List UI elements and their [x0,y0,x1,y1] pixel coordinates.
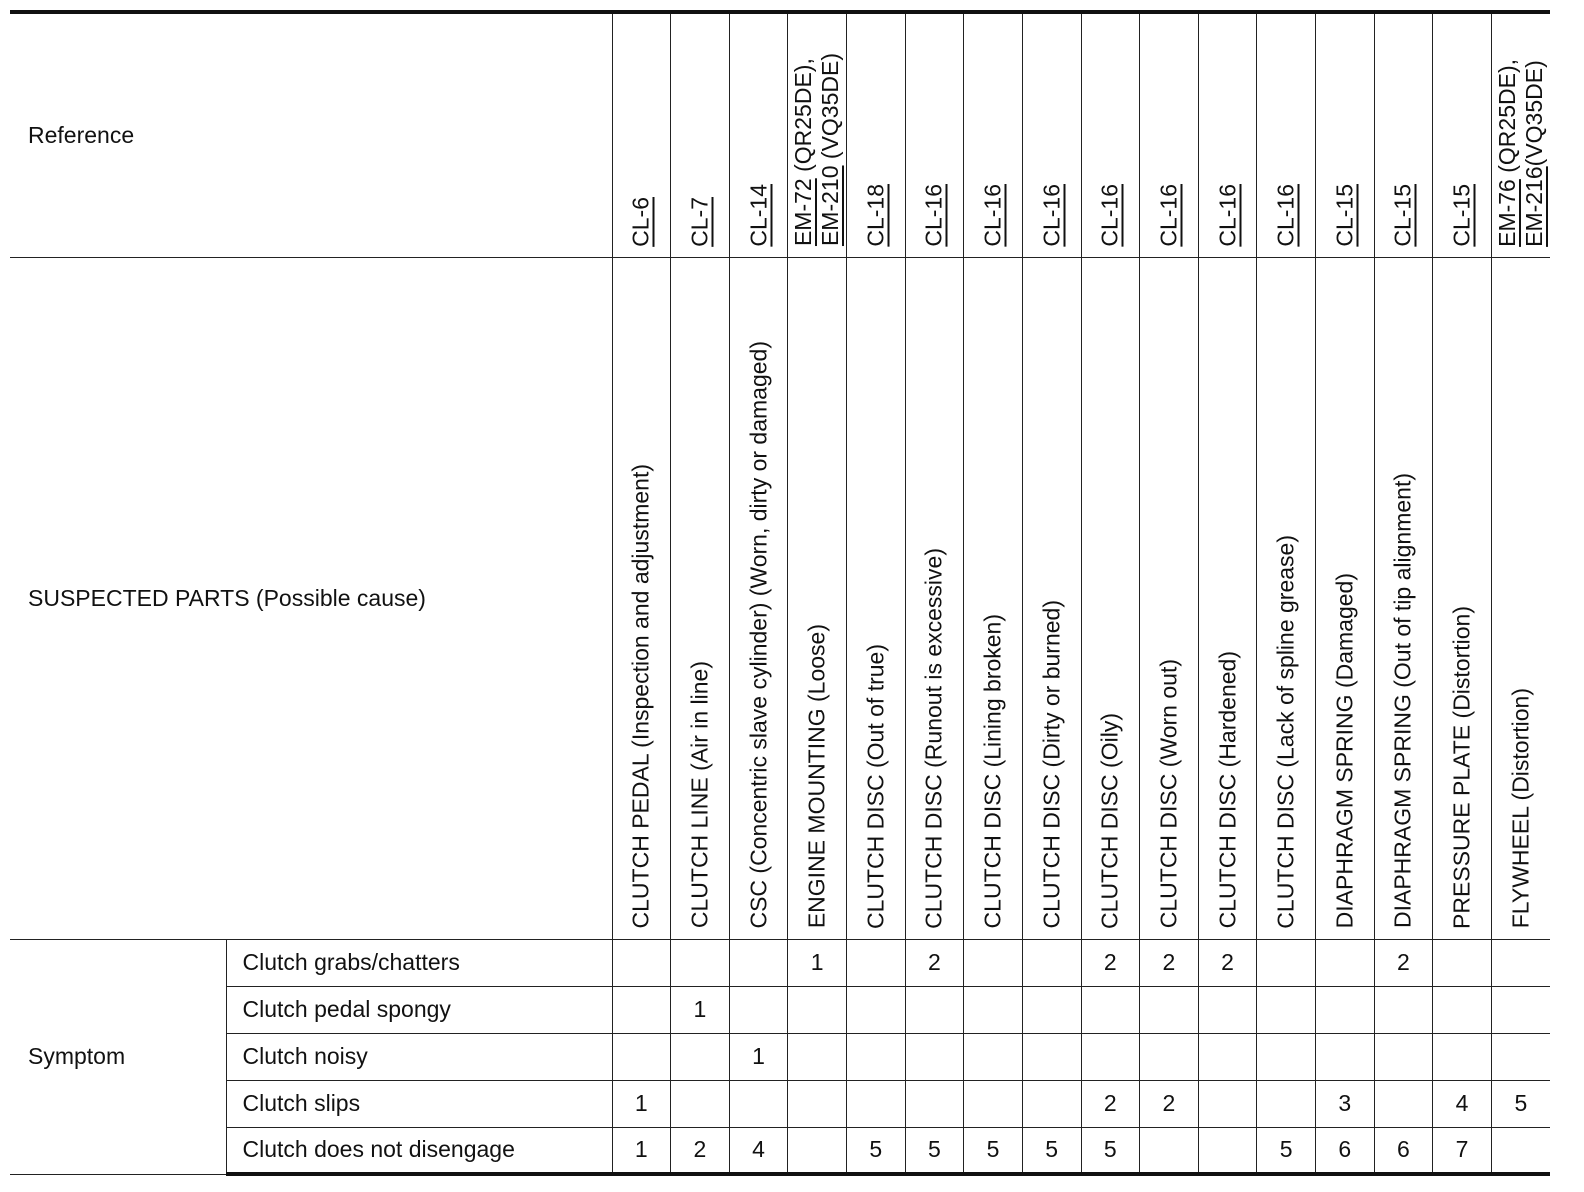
symptom-name: Clutch slips [226,1080,612,1127]
suspected-part-cell [1140,257,1199,939]
troubleshooting-chart [10,10,1550,1186]
priority-cell: 1 [612,1127,671,1174]
suspected-part-cell [1316,257,1375,939]
suspected-part-cell [1257,257,1316,939]
suspected-part-cell [1198,257,1257,939]
priority-cell [847,986,906,1033]
priority-cell: 2 [1081,939,1140,986]
priority-cell [788,1080,847,1127]
suspected-part-cell [1433,257,1492,939]
priority-cell [1374,986,1433,1033]
suspected-part-label: CLUTCH PEDAL (Inspection and adjustment) [627,464,654,929]
suspected-part-cell [729,257,788,939]
priority-cell [847,1033,906,1080]
reference-cell [1374,12,1433,257]
reference-line: CL-18 [862,183,889,247]
symptom-label: Symptom [10,939,226,1174]
reference-line: CL-16 [920,183,947,247]
reference-cell [612,12,671,257]
symptom-name: Clutch does not disengage [226,1127,612,1174]
priority-cell: 5 [1491,1080,1550,1127]
priority-cell: 1 [612,1080,671,1127]
reference-line: CL-6 [627,196,654,247]
priority-cell: 2 [1140,1080,1199,1127]
reference-line: CL-16 [1096,183,1123,247]
priority-cell [964,1080,1023,1127]
reference-text [1331,184,1358,247]
reference-cell [847,12,906,257]
clutch-troubleshooting-table [10,10,1550,1176]
priority-cell [1433,1033,1492,1080]
priority-cell: 5 [905,1127,964,1174]
suspected-part-label: CLUTCH DISC (Lining broken) [979,614,1006,929]
reference-text [980,184,1007,247]
priority-cell: 2 [905,939,964,986]
suspected-part-label: CLUTCH DISC (Worn out) [1155,659,1182,929]
priority-cell: 2 [671,1127,730,1174]
reference-text [745,184,772,247]
suspected-parts-label: SUSPECTED PARTS (Possible cause) [10,257,612,939]
reference-text [1038,184,1065,247]
priority-cell [964,986,1023,1033]
reference-text [628,197,655,247]
priority-cell [612,1033,671,1080]
priority-cell: 6 [1374,1127,1433,1174]
priority-cell: 2 [1198,939,1257,986]
reference-text [1214,184,1241,247]
reference-line: CL-16 [1155,183,1182,247]
symptom-row [10,1127,1550,1174]
reference-cell [671,12,730,257]
suspected-part-cell [788,257,847,939]
symptom-name: Clutch pedal spongy [226,986,612,1033]
suspected-part-cell [905,257,964,939]
reference-text [1273,184,1300,247]
priority-cell [1081,1033,1140,1080]
priority-cell [1491,939,1550,986]
suspected-part-label: CLUTCH LINE (Air in line) [686,661,713,929]
priority-cell [905,986,964,1033]
priority-cell [729,986,788,1033]
reference-line: EM-216(VQ35DE) [1520,59,1547,247]
reference-line: CL-16 [1038,183,1065,247]
suspected-part-label: CLUTCH DISC (Hardened) [1214,651,1241,929]
suspected-part-cell [612,257,671,939]
reference-line: EM-72 (QR25DE), [790,58,817,247]
priority-cell [905,1080,964,1127]
reference-line: CL-14 [745,183,772,247]
priority-cell: 1 [671,986,730,1033]
reference-line: EM-210 (VQ35DE) [817,53,844,247]
priority-cell [1257,1033,1316,1080]
reference-label: Reference [10,12,612,257]
suspected-part-label: PRESSURE PLATE (Distortion) [1448,605,1475,929]
priority-cell [1140,1033,1199,1080]
suspected-part-cell [1491,257,1550,939]
priority-cell [1198,1033,1257,1080]
reference-line: CL-15 [1331,183,1358,247]
suspected-part-cell [847,257,906,939]
priority-cell [1022,986,1081,1033]
reference-line: CL-16 [1272,183,1299,247]
reference-line: EM-76 (QR25DE), [1493,58,1520,247]
priority-cell [1316,939,1375,986]
priority-cell [1198,986,1257,1033]
reference-text [1390,184,1417,247]
suspected-part-cell [1022,257,1081,939]
priority-cell: 2 [1140,939,1199,986]
priority-cell [1433,986,1492,1033]
priority-cell [1140,986,1199,1033]
suspected-part-label: CLUTCH DISC (Oily) [1096,712,1123,929]
priority-cell [964,1033,1023,1080]
priority-cell [729,939,788,986]
priority-cell: 5 [964,1127,1023,1174]
suspected-part-label: CLUTCH DISC (Lack of spline grease) [1272,534,1299,929]
priority-cell [1257,1080,1316,1127]
priority-cell [671,1080,730,1127]
reference-cell [1316,12,1375,257]
priority-cell [788,1127,847,1174]
reference-cell [1198,12,1257,257]
reference-line: CL-7 [686,196,713,247]
priority-cell [1374,1033,1433,1080]
suspected-part-cell [1374,257,1433,939]
priority-cell: 5 [847,1127,906,1174]
priority-cell [1198,1127,1257,1174]
reference-text [1155,184,1182,247]
reference-cell [1433,12,1492,257]
priority-cell [671,1033,730,1080]
reference-cell [905,12,964,257]
priority-cell [788,1033,847,1080]
reference-cell [1257,12,1316,257]
priority-cell [671,939,730,986]
priority-cell [1257,939,1316,986]
reference-text [790,53,844,246]
priority-cell [612,986,671,1033]
suspected-part-label: FLYWHEEL (Distortion) [1507,688,1534,929]
priority-cell [1491,986,1550,1033]
priority-cell [1022,1080,1081,1127]
suspected-part-label: CLUTCH DISC (Dirty or burned) [1038,600,1065,929]
priority-cell [1433,939,1492,986]
reference-text [921,184,948,247]
priority-cell [1257,986,1316,1033]
suspected-part-label: ENGINE MOUNTING (Loose) [803,624,830,929]
reference-line: CL-16 [1214,183,1241,247]
reference-row [10,12,1550,257]
symptom-row [10,986,1550,1033]
priority-cell: 5 [1257,1127,1316,1174]
reference-text [686,197,713,247]
reference-text [1449,184,1476,247]
reference-text [862,184,889,247]
symptom-row [10,939,1550,986]
symptom-name: Clutch noisy [226,1033,612,1080]
reference-line: CL-16 [979,183,1006,247]
suspected-part-cell [964,257,1023,939]
reference-text [1097,184,1124,247]
priority-cell [1491,1033,1550,1080]
suspected-part-label: CSC (Concentric slave cylinder) (Worn, dirty or damaged) [745,340,772,929]
symptom-row [10,1080,1550,1127]
priority-cell: 2 [1081,1080,1140,1127]
priority-cell [847,939,906,986]
reference-cell [964,12,1023,257]
priority-cell [1374,1080,1433,1127]
reference-cell [729,12,788,257]
priority-cell: 7 [1433,1127,1492,1174]
priority-cell: 5 [1022,1127,1081,1174]
reference-line: CL-15 [1389,183,1416,247]
priority-cell: 1 [729,1033,788,1080]
priority-cell: 4 [1433,1080,1492,1127]
reference-cell [1081,12,1140,257]
suspected-part-cell [671,257,730,939]
reference-text [1494,59,1548,247]
priority-cell [1198,1080,1257,1127]
suspected-part-cell [1081,257,1140,939]
symptom-name: Clutch grabs/chatters [226,939,612,986]
priority-cell [847,1080,906,1127]
suspected-part-label: DIAPHRAGM SPRING (Damaged) [1331,573,1358,929]
priority-cell [1316,1033,1375,1080]
priority-cell: 5 [1081,1127,1140,1174]
priority-cell [1022,939,1081,986]
priority-cell [1022,1033,1081,1080]
suspected-parts-row [10,257,1550,939]
suspected-part-label: CLUTCH DISC (Out of true) [862,643,889,929]
priority-cell [1140,1127,1199,1174]
priority-cell: 6 [1316,1127,1375,1174]
reference-line: CL-15 [1448,183,1475,247]
priority-cell [905,1033,964,1080]
reference-cell [788,12,847,257]
priority-cell [729,1080,788,1127]
priority-cell: 1 [788,939,847,986]
reference-cell [1491,12,1550,257]
suspected-part-label: DIAPHRAGM SPRING (Out of tip alignment) [1389,473,1416,929]
symptom-row [10,1033,1550,1080]
priority-cell [964,939,1023,986]
priority-cell [612,939,671,986]
reference-cell [1140,12,1199,257]
priority-cell: 3 [1316,1080,1375,1127]
reference-cell [1022,12,1081,257]
priority-cell [1491,1127,1550,1174]
priority-cell [1316,986,1375,1033]
suspected-part-label: CLUTCH DISC (Runout is excessive) [920,547,947,929]
priority-cell [788,986,847,1033]
priority-cell: 4 [729,1127,788,1174]
priority-cell: 2 [1374,939,1433,986]
priority-cell [1081,986,1140,1033]
